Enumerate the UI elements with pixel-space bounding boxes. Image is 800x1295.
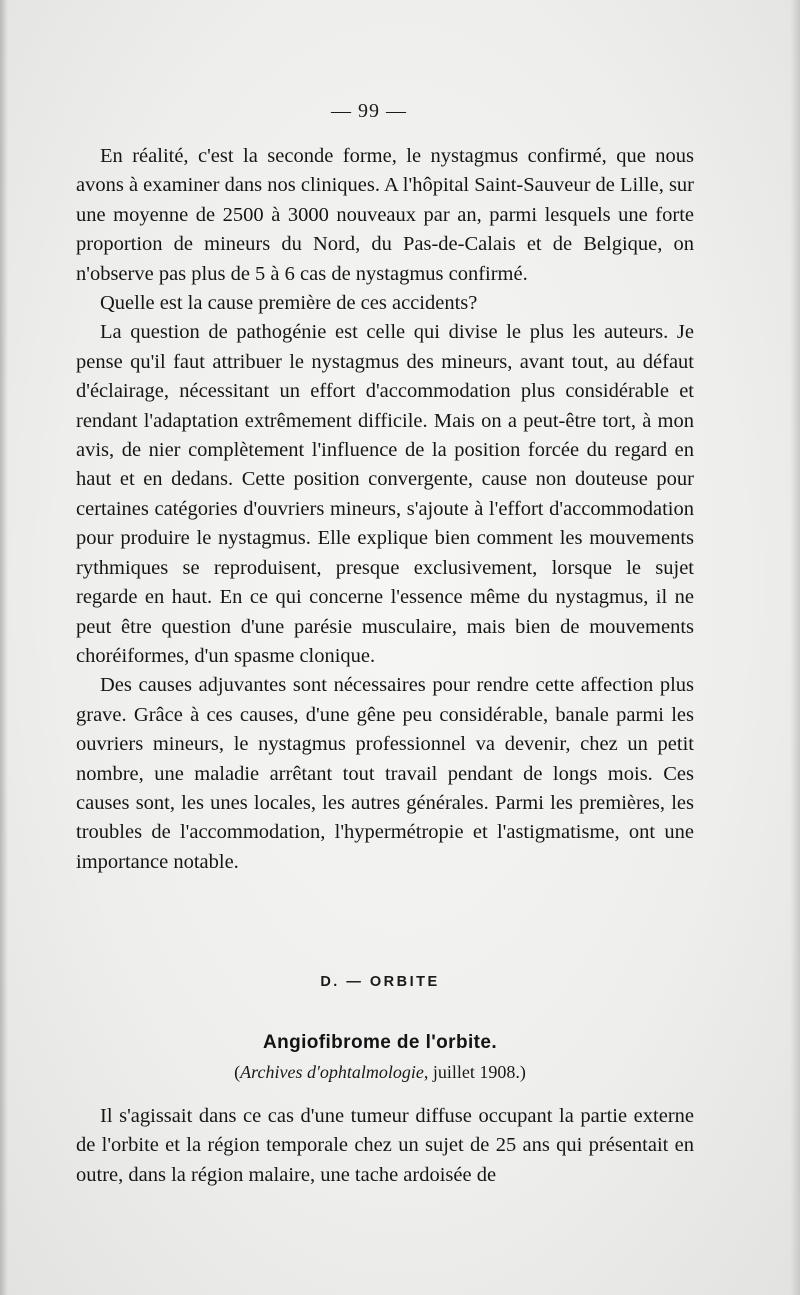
main-text-block [76,142,694,877]
paragraph-pathogenie: La question de pathogénie est celle qui divise le plus les auteurs. Je pense qu'il faut attribuer le nystagmus des mineurs, avant tout, au défaut d'éclairage, nécessitant un effort d'accommodation plus considérable et rendant l'adaptation extrêmement difficile. Mais on a peut-être tort, à mon avis, de nier complètement l'influence de la position forcée du regard en haut et en dedans. Cette position convergente, cause non douteuse pour certaines catégories d'ouvriers mineurs, s'ajoute à l'effort d'accommodation pour produire le nystagmus. Elle explique bien comment les mouvements rythmiques se reproduisent, presque exclusivement, lorsque le sujet regarde en haut. En ce qui concerne l'essence même du nystagmus, il ne peut être question d'une parésie musculaire, mais bien de mouvements choréiformes, d'un spasme clonique. [76,321,694,667]
paragraph-question-cause: Quelle est la cause première de ces accidents? [100,292,478,315]
paragraph-causes-adjuvantes: Des causes adjuvantes sont nécessaires pour rendre cette affection plus grave. Grâce à ces causes, d'une gêne peu considérable, banale parmi les ouvriers mineurs, le nystagmus professionnel va devenir, chez un petit nombre, une maladie arrêtant tout travail pendant de longs mois. Ces causes sont, les unes locales, les autres générales. Parmi les premières, les troubles de l'accommodation, l'hypermétropie et l'astigmatisme, ont une importance notable. [76,674,694,873]
section-heading: D. — ORBITE [320,974,440,990]
source-journal: Archives d'ophtalmologie [240,1062,424,1082]
paragraph-nystagmus-confirme: En réalité, c'est la seconde forme, le nystagmus confirmé, que nous avons à examiner dans nos cliniques. A l'hôpital Saint-Sauveur de Lille, sur une moyenne de 2500 à 3000 nouveaux par an, parmi lesquels une forte proportion de mineurs du Nord, du Pas-de-Calais et de Belgique, on n'observe pas plus de 5 à 6 cas de nystagmus confirmé. [76,145,695,285]
source-date: , juillet 1908.) [423,1062,526,1082]
page-number: — 99 — [331,100,407,122]
article-text-block [76,1102,694,1190]
paragraph-angiofibrome: Il s'agissait dans ce cas d'une tumeur diffuse occupant la partie externe de l'orbite et la région temporale chez un sujet de 25 ans qui présentait en outre, dans la région malaire, une tache ardoisée de [76,1105,694,1186]
article-title: Angiofibrome de l'orbite. [262,1032,498,1053]
source-open-paren: ( [234,1062,241,1082]
article-source [0,1062,760,1083]
